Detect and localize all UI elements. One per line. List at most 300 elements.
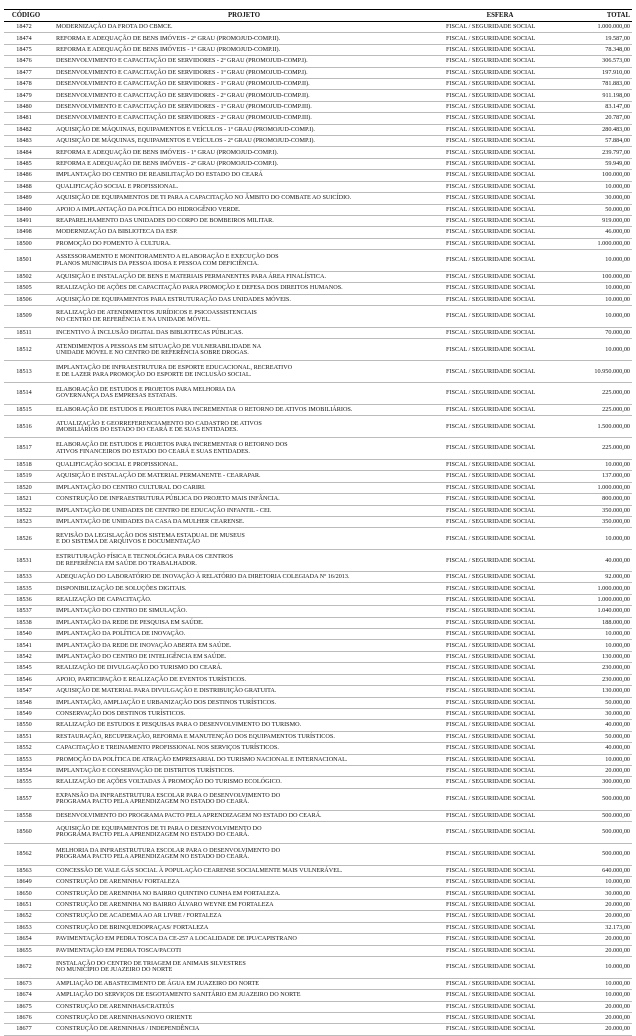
header-projeto: PROJETO [48, 10, 440, 22]
cell-codigo: 18472 [4, 22, 48, 33]
table-row [4, 136, 632, 147]
cell-total: 300.000,00 [560, 777, 632, 788]
table-row [4, 181, 632, 192]
cell-projeto: DESENVOLVIMENTO E CAPACITAÇÃO DE SERVIDORES - 1º GRAU (PROMOJUD-COMP.II). [48, 79, 440, 90]
cell-esfera: FISCAL / SEGURIDADE SOCIAL [440, 731, 560, 742]
cell-total: 1.000.000,00 [560, 482, 632, 493]
cell-total: 30.000,00 [560, 193, 632, 204]
cell-codigo: 18482 [4, 124, 48, 135]
cell-projeto: REFORMA E ADEQUAÇÃO DE BENS IMÓVEIS - 2º GRAU (PROMOJUD-COMP.II). [48, 33, 440, 44]
cell-projeto: IMPLANTAÇÃO DA REDE DE INOVAÇÃO ABERTA EM SAÚDE. [48, 640, 440, 651]
cell-projeto: AQUISIÇÃO DE MÁQUINAS, EQUIPAMENTOS E VEÍCULOS - 2º GRAU (PROMOJUD-COMP.I). [48, 136, 440, 147]
table-row [4, 1024, 632, 1035]
table-row [4, 22, 632, 33]
cell-esfera: FISCAL / SEGURIDADE SOCIAL [440, 306, 560, 328]
cell-total: 10.000,00 [560, 181, 632, 192]
cell-projeto: REALIZAÇÃO DE AÇÕES VOLTADAS À PROMOÇÃO DO TURISMO ECOLÓGICO. [48, 777, 440, 788]
cell-projeto: REFORMA E ADEQUAÇÃO DE BENS IMÓVEIS - 2º GRAU (PROMOJUD-COMP.I). [48, 158, 440, 169]
cell-projeto: PROMOÇÃO DO FOMENTO À CULTURA. [48, 238, 440, 249]
cell-total: 20.000,00 [560, 1001, 632, 1012]
cell-projeto: CONSTRUÇÃO DE ARENINHA NO BAIRRO QUINTINO CUNHA EM FORTALEZA. [48, 888, 440, 899]
cell-projeto: MODERNIZAÇÃO DA FROTA DO CBMCE. [48, 22, 440, 33]
cell-codigo: 18649 [4, 877, 48, 888]
cell-total: 1.000.000,00 [560, 583, 632, 594]
cell-projeto: AQUISIÇÃO DE MÁQUINAS, EQUIPAMENTOS E VEÍCULOS - 1º GRAU (PROMOJUD-COMP.I). [48, 124, 440, 135]
table-row [4, 899, 632, 910]
cell-projeto: IMPLANTAÇÃO E CONSERVAÇÃO DE DISTRITOS TURÍSTICOS. [48, 765, 440, 776]
cell-codigo: 18485 [4, 158, 48, 169]
table-row [4, 1012, 632, 1023]
cell-total: 20.000,00 [560, 911, 632, 922]
cell-esfera: FISCAL / SEGURIDADE SOCIAL [440, 494, 560, 505]
cell-esfera: FISCAL / SEGURIDADE SOCIAL [440, 865, 560, 876]
cell-codigo: 18560 [4, 822, 48, 844]
cell-total: 10.000,00 [560, 640, 632, 651]
cell-total: 40.000,00 [560, 743, 632, 754]
cell-projeto: MELHORIA DA INFRAESTRUTURA ESCOLAR PARA O DESENVOLVIMENTO DO PROGRAMA PACTO PELA APRENDIZAGEM NO ESTADO DO CEARÁ. [48, 843, 440, 865]
cell-codigo: 18533 [4, 572, 48, 583]
cell-esfera: FISCAL / SEGURIDADE SOCIAL [440, 528, 560, 550]
table-row [4, 505, 632, 516]
cell-codigo: 18481 [4, 113, 48, 124]
cell-esfera: FISCAL / SEGURIDADE SOCIAL [440, 22, 560, 33]
cell-projeto: CONSTRUÇÃO DE ARENINHA NO BAIRRO ÁLVARO WEYNE EM FORTALEZA [48, 899, 440, 910]
cell-esfera: FISCAL / SEGURIDADE SOCIAL [440, 79, 560, 90]
cell-total: 800.000,00 [560, 494, 632, 505]
cell-projeto: REAPARELHAMENTO DAS UNIDADES DO CORPO DE BOMBEIROS MILITAR. [48, 215, 440, 226]
cell-total: 197.910,00 [560, 67, 632, 78]
cell-projeto: CONSTRUÇÃO DE ARENINHAS/CRATEÚS [48, 1001, 440, 1012]
cell-esfera: FISCAL / SEGURIDADE SOCIAL [440, 629, 560, 640]
cell-projeto: AMPLIAÇÃO DO SERVIÇOS DE ESGOTAMENTO SANITÁRIO EM JUAZEIRO DO NORTE [48, 990, 440, 1001]
cell-esfera: FISCAL / SEGURIDADE SOCIAL [440, 583, 560, 594]
cell-codigo: 18476 [4, 56, 48, 67]
cell-projeto: REALIZAÇÃO DE AÇÕES DE CAPACITAÇÃO PARA PROMOÇÃO E DEFESA DOS DIREITOS HUMANOS. [48, 283, 440, 294]
cell-projeto: REALIZAÇÃO DE DIVULGAÇÃO DO TURISMO DO CEARÁ. [48, 663, 440, 674]
cell-projeto: AQUISIÇÃO E INSTALAÇÃO DE BENS E MATERIAIS PERMANENTES PARA ÁREA FINALÍSTICA. [48, 271, 440, 282]
cell-projeto: IMPLANTAÇÃO DA REDE DE PESQUISA EM SAÚDE. [48, 617, 440, 628]
cell-esfera: FISCAL / SEGURIDADE SOCIAL [440, 516, 560, 527]
table-row [4, 383, 632, 405]
cell-projeto: IMPLANTAÇÃO DO CENTRO DE SIMULAÇÃO. [48, 606, 440, 617]
table-header-row [4, 10, 632, 22]
cell-esfera: FISCAL / SEGURIDADE SOCIAL [440, 788, 560, 810]
cell-total: 46.000,00 [560, 227, 632, 238]
cell-codigo: 18475 [4, 44, 48, 55]
table-row [4, 572, 632, 583]
table-row [4, 720, 632, 731]
cell-codigo: 18672 [4, 956, 48, 978]
cell-total: 1.000.000,00 [560, 238, 632, 249]
cell-total: 70.000,00 [560, 328, 632, 339]
cell-codigo: 18558 [4, 810, 48, 821]
cell-projeto: CONSTRUÇÃO DE INFRAESTRUTURA PÚBLICA DO PROJETO MAIS INFÂNCIA. [48, 494, 440, 505]
cell-projeto: REALIZAÇÃO DE ESTUDOS E PESQUISAS PARA O DESENVOLVIMENTO DO TURISMO. [48, 720, 440, 731]
cell-codigo: 18677 [4, 1024, 48, 1035]
cell-esfera: FISCAL / SEGURIDADE SOCIAL [440, 193, 560, 204]
cell-total: 640.000,00 [560, 865, 632, 876]
cell-esfera: FISCAL / SEGURIDADE SOCIAL [440, 328, 560, 339]
cell-total: 20.787,00 [560, 113, 632, 124]
cell-total: 306.573,00 [560, 56, 632, 67]
table-row [4, 956, 632, 978]
table-row [4, 306, 632, 328]
table-row [4, 945, 632, 956]
table-row [4, 822, 632, 844]
cell-projeto: REFORMA E ADEQUAÇÃO DE BENS IMÓVEIS - 1º GRAU (PROMOJUD-COMP.I). [48, 147, 440, 158]
cell-esfera: FISCAL / SEGURIDADE SOCIAL [440, 90, 560, 101]
cell-codigo: 18535 [4, 583, 48, 594]
table-row [4, 361, 632, 383]
cell-projeto: QUALIFICAÇÃO SOCIAL E PROFISSIONAL. [48, 181, 440, 192]
table-row [4, 101, 632, 112]
cell-total: 10.000,00 [560, 250, 632, 272]
cell-projeto: PAVIMENTAÇÃO EM PEDRA TOSCA DA CE-257 A LOCALIDADE DE IPU/CAPISTRANO [48, 934, 440, 945]
cell-total: 919.000,00 [560, 215, 632, 226]
cell-esfera: FISCAL / SEGURIDADE SOCIAL [440, 67, 560, 78]
table-row [4, 170, 632, 181]
cell-projeto: ESTRUTURAÇÃO FÍSICA E TECNOLÓGICA PARA OS CENTROS DE REFERÊNCIA EM SAÚDE DO TRABALHADOR. [48, 550, 440, 572]
cell-projeto: INSTALAÇÃO DO CENTRO DE TRIAGEM DE ANIMAIS SILVESTRES NO MUNICÍPIO DE JUAZEIRO DO NORTE [48, 956, 440, 978]
cell-codigo: 18652 [4, 911, 48, 922]
cell-projeto: MODERNIZAÇÃO DA BIBLIOTECA DA ESP. [48, 227, 440, 238]
cell-esfera: FISCAL / SEGURIDADE SOCIAL [440, 158, 560, 169]
table-row [4, 765, 632, 776]
cell-total: 10.000,00 [560, 754, 632, 765]
cell-projeto: DESENVOLVIMENTO E CAPACITAÇÃO DE SERVIDORES - 2º GRAU (PROMOJUD-COMP.I). [48, 56, 440, 67]
cell-esfera: FISCAL / SEGURIDADE SOCIAL [440, 44, 560, 55]
cell-total: 10.950.000,00 [560, 361, 632, 383]
table-row [4, 877, 632, 888]
cell-total: 225.000,00 [560, 383, 632, 405]
cell-total: 50.000,00 [560, 204, 632, 215]
cell-esfera: FISCAL / SEGURIDADE SOCIAL [440, 56, 560, 67]
cell-codigo: 18538 [4, 617, 48, 628]
cell-total: 20.000,00 [560, 899, 632, 910]
cell-codigo: 18551 [4, 731, 48, 742]
table-row [4, 788, 632, 810]
cell-esfera: FISCAL / SEGURIDADE SOCIAL [440, 124, 560, 135]
cell-total: 225.000,00 [560, 404, 632, 415]
table-row [4, 865, 632, 876]
cell-esfera: FISCAL / SEGURIDADE SOCIAL [440, 765, 560, 776]
cell-total: 230.000,00 [560, 674, 632, 685]
cell-projeto: ELABORAÇÃO DE ESTUDOS E PROJETOS PARA MELHORIA DA GOVERNANÇA DAS EMPRESAS ESTATAIS. [48, 383, 440, 405]
cell-projeto: IMPLANTAÇÃO, AMPLIAÇÃO E URBANIZAÇÃO DOS DESTINOS TURÍSTICOS. [48, 697, 440, 708]
cell-esfera: FISCAL / SEGURIDADE SOCIAL [440, 438, 560, 460]
cell-esfera: FISCAL / SEGURIDADE SOCIAL [440, 471, 560, 482]
cell-projeto: DESENVOLVIMENTO E CAPACITAÇÃO DE SERVIDORES - 2º GRAU (PROMOJUD-COMP.II). [48, 90, 440, 101]
cell-esfera: FISCAL / SEGURIDADE SOCIAL [440, 404, 560, 415]
cell-codigo: 18546 [4, 674, 48, 685]
cell-total: 500.000,00 [560, 788, 632, 810]
cell-codigo: 18549 [4, 708, 48, 719]
cell-esfera: FISCAL / SEGURIDADE SOCIAL [440, 697, 560, 708]
cell-esfera: FISCAL / SEGURIDADE SOCIAL [440, 250, 560, 272]
cell-total: 10.000,00 [560, 629, 632, 640]
cell-total: 10.000,00 [560, 956, 632, 978]
cell-projeto: AMPLIAÇÃO DE ABASTECIMENTO DE ÁGUA EM JUAZEIRO DO NORTE [48, 978, 440, 989]
cell-esfera: FISCAL / SEGURIDADE SOCIAL [440, 899, 560, 910]
cell-total: 10.000,00 [560, 294, 632, 305]
cell-total: 10.000,00 [560, 339, 632, 361]
cell-codigo: 18488 [4, 181, 48, 192]
cell-projeto: ASSESSORAMENTO E MONITORAMENTO A ELABORAÇÃO E EXECUÇÃO DOS PLANOS MUNICIPAIS DA PESSOA IDOSA E PESSOA COM DEFICIÊNCIA. [48, 250, 440, 272]
cell-esfera: FISCAL / SEGURIDADE SOCIAL [440, 617, 560, 628]
cell-esfera: FISCAL / SEGURIDADE SOCIAL [440, 147, 560, 158]
table-row [4, 911, 632, 922]
cell-total: 10.000,00 [560, 990, 632, 1001]
cell-codigo: 18650 [4, 888, 48, 899]
cell-esfera: FISCAL / SEGURIDADE SOCIAL [440, 572, 560, 583]
header-codigo: CÓDIGO [4, 10, 48, 22]
cell-total: 130.000,00 [560, 651, 632, 662]
cell-codigo: 18502 [4, 271, 48, 282]
table-row [4, 888, 632, 899]
table-row [4, 594, 632, 605]
cell-codigo: 18514 [4, 383, 48, 405]
cell-esfera: FISCAL / SEGURIDADE SOCIAL [440, 361, 560, 383]
table-row [4, 113, 632, 124]
table-row [4, 617, 632, 628]
cell-esfera: FISCAL / SEGURIDADE SOCIAL [440, 238, 560, 249]
cell-esfera: FISCAL / SEGURIDADE SOCIAL [440, 204, 560, 215]
table-row [4, 922, 632, 933]
cell-codigo: 18498 [4, 227, 48, 238]
table-row [4, 294, 632, 305]
cell-codigo: 18509 [4, 306, 48, 328]
cell-total: 50.000,00 [560, 697, 632, 708]
cell-codigo: 18500 [4, 238, 48, 249]
cell-codigo: 18676 [4, 1012, 48, 1023]
cell-codigo: 18655 [4, 945, 48, 956]
cell-total: 239.797,00 [560, 147, 632, 158]
cell-projeto: PAVIMENTAÇÃO EM PEDRA TOSCA/PACOTI [48, 945, 440, 956]
cell-total: 500.000,00 [560, 810, 632, 821]
cell-total: 230.000,00 [560, 663, 632, 674]
table-row [4, 124, 632, 135]
cell-codigo: 18675 [4, 1001, 48, 1012]
cell-total: 188.000,00 [560, 617, 632, 628]
budget-table-page [4, 9, 632, 1036]
cell-total: 10.000,00 [560, 306, 632, 328]
cell-total: 20.000,00 [560, 1024, 632, 1035]
cell-codigo: 18474 [4, 33, 48, 44]
cell-projeto: CONSTRUÇÃO DE ARENINHAS/NOVO ORIENTE [48, 1012, 440, 1023]
cell-codigo: 18515 [4, 404, 48, 415]
cell-codigo: 18562 [4, 843, 48, 865]
cell-esfera: FISCAL / SEGURIDADE SOCIAL [440, 888, 560, 899]
cell-esfera: FISCAL / SEGURIDADE SOCIAL [440, 651, 560, 662]
cell-esfera: FISCAL / SEGURIDADE SOCIAL [440, 663, 560, 674]
cell-esfera: FISCAL / SEGURIDADE SOCIAL [440, 922, 560, 933]
table-row [4, 271, 632, 282]
cell-projeto: CONSTRUÇÃO DE BRINQUEDOPRAÇAS/ FORTALEZA [48, 922, 440, 933]
cell-projeto: IMPLANTAÇÃO DA POLÍTICA DE INOVAÇÃO. [48, 629, 440, 640]
cell-total: 137.000,00 [560, 471, 632, 482]
cell-total: 83.147,00 [560, 101, 632, 112]
cell-projeto: REALIZAÇÃO DE CAPACITAÇÃO. [48, 594, 440, 605]
cell-codigo: 18531 [4, 550, 48, 572]
cell-codigo: 18517 [4, 438, 48, 460]
cell-projeto: ELABORAÇÃO DE ESTUDOS E PROJETOS PARA INCREMENTAR O RETORNO DE ATIVOS IMOBILIÁRIOS. [48, 404, 440, 415]
cell-projeto: INCENTIVO À INCLUSÃO DIGITAL DAS BIBLIOTECAS PÚBLICAS. [48, 328, 440, 339]
cell-esfera: FISCAL / SEGURIDADE SOCIAL [440, 416, 560, 438]
table-row [4, 44, 632, 55]
cell-codigo: 18506 [4, 294, 48, 305]
cell-codigo: 18491 [4, 215, 48, 226]
table-row [4, 147, 632, 158]
table-row [4, 550, 632, 572]
cell-codigo: 18479 [4, 90, 48, 101]
cell-total: 30.000,00 [560, 888, 632, 899]
cell-esfera: FISCAL / SEGURIDADE SOCIAL [440, 339, 560, 361]
cell-codigo: 18550 [4, 720, 48, 731]
table-row [4, 674, 632, 685]
cell-codigo: 18523 [4, 516, 48, 527]
table-row [4, 743, 632, 754]
cell-esfera: FISCAL / SEGURIDADE SOCIAL [440, 843, 560, 865]
cell-codigo: 18536 [4, 594, 48, 605]
cell-total: 1.000.000,00 [560, 22, 632, 33]
cell-projeto: IMPLANTAÇÃO DE UNIDADES DA CASA DA MULHER CEARENSE. [48, 516, 440, 527]
table-row [4, 516, 632, 527]
cell-esfera: FISCAL / SEGURIDADE SOCIAL [440, 743, 560, 754]
cell-total: 10.000,00 [560, 877, 632, 888]
cell-projeto: AQUISIÇÃO DE MATERIAL PARA DIVULGAÇÃO E DISTRIBUIÇÃO GRATUITA. [48, 686, 440, 697]
table-row [4, 810, 632, 821]
cell-esfera: FISCAL / SEGURIDADE SOCIAL [440, 810, 560, 821]
table-row [4, 56, 632, 67]
cell-codigo: 18486 [4, 170, 48, 181]
cell-codigo: 18548 [4, 697, 48, 708]
cell-esfera: FISCAL / SEGURIDADE SOCIAL [440, 101, 560, 112]
cell-projeto: APOIO A IMPLANTAÇÃO DA POLÍTICA DO HIDROGÊNIO VERDE. [48, 204, 440, 215]
cell-total: 100.000,00 [560, 170, 632, 181]
table-row [4, 471, 632, 482]
table-row [4, 629, 632, 640]
cell-projeto: QUALIFICAÇÃO SOCIAL E PROFISSIONAL. [48, 459, 440, 470]
cell-codigo: 18563 [4, 865, 48, 876]
cell-projeto: CONSERVAÇÃO DOS DESTINOS TURÍSTICOS. [48, 708, 440, 719]
cell-codigo: 18542 [4, 651, 48, 662]
cell-codigo: 18653 [4, 922, 48, 933]
table-row [4, 339, 632, 361]
cell-codigo: 18555 [4, 777, 48, 788]
table-row [4, 697, 632, 708]
table-row [4, 777, 632, 788]
table-row [4, 731, 632, 742]
table-row [4, 663, 632, 674]
budget-table [4, 9, 632, 1036]
cell-esfera: FISCAL / SEGURIDADE SOCIAL [440, 294, 560, 305]
cell-esfera: FISCAL / SEGURIDADE SOCIAL [440, 33, 560, 44]
cell-projeto: DESENVOLVIMENTO E CAPACITAÇÃO DE SERVIDORES - 1º GRAU (PROMOJUD-COMP.I). [48, 67, 440, 78]
cell-esfera: FISCAL / SEGURIDADE SOCIAL [440, 181, 560, 192]
cell-codigo: 18673 [4, 978, 48, 989]
cell-total: 32.173,00 [560, 922, 632, 933]
header-esfera: ESFERA [440, 10, 560, 22]
table-row [4, 606, 632, 617]
cell-codigo: 18489 [4, 193, 48, 204]
table-row [4, 328, 632, 339]
table-row [4, 215, 632, 226]
table-row [4, 934, 632, 945]
table-row [4, 640, 632, 651]
cell-esfera: FISCAL / SEGURIDADE SOCIAL [440, 822, 560, 844]
cell-codigo: 18519 [4, 471, 48, 482]
cell-esfera: FISCAL / SEGURIDADE SOCIAL [440, 978, 560, 989]
cell-projeto: ELABORAÇÃO DE ESTUDOS E PROJETOS PARA INCREMENTAR O RETORNO DOS ATIVOS FINANCEIROS DO ESTADO DO CEARÁ E SUAS ENTIDADES. [48, 438, 440, 460]
cell-total: 10.000,00 [560, 283, 632, 294]
table-row [4, 33, 632, 44]
cell-total: 59.949,00 [560, 158, 632, 169]
cell-codigo: 18513 [4, 361, 48, 383]
table-row [4, 459, 632, 470]
table-row [4, 708, 632, 719]
table-row [4, 651, 632, 662]
table-row [4, 583, 632, 594]
cell-esfera: FISCAL / SEGURIDADE SOCIAL [440, 1012, 560, 1023]
cell-codigo: 18545 [4, 663, 48, 674]
cell-total: 30.000,00 [560, 708, 632, 719]
cell-codigo: 18478 [4, 79, 48, 90]
table-row [4, 754, 632, 765]
cell-projeto: REALIZAÇÃO DE ATENDIMENTOS JURÍDICOS E PSICOASSISTENCIAIS NO CENTRO DE REFERÊNCIA E NA UNIDADE MÓVEL. [48, 306, 440, 328]
table-row [4, 204, 632, 215]
cell-codigo: 18554 [4, 765, 48, 776]
table-row [4, 416, 632, 438]
cell-esfera: FISCAL / SEGURIDADE SOCIAL [440, 482, 560, 493]
cell-total: 40.000,00 [560, 550, 632, 572]
cell-total: 1.000.000,00 [560, 594, 632, 605]
cell-projeto: DESENVOLVIMENTO DO PROGRAMA PACTO PELA APRENDIZAGEM NO ESTADO DO CEARÁ. [48, 810, 440, 821]
cell-codigo: 18501 [4, 250, 48, 272]
cell-total: 40.000,00 [560, 720, 632, 731]
cell-esfera: FISCAL / SEGURIDADE SOCIAL [440, 956, 560, 978]
table-row [4, 494, 632, 505]
table-row [4, 438, 632, 460]
header-total: TOTAL [560, 10, 632, 22]
cell-codigo: 18540 [4, 629, 48, 640]
cell-codigo: 18511 [4, 328, 48, 339]
cell-codigo: 18557 [4, 788, 48, 810]
cell-projeto: CONCESSÃO DE VALE GÁS SOCIAL À POPULAÇÃO CEARENSE SOCIALMENTE MAIS VULNERÁVEL. [48, 865, 440, 876]
table-row [4, 843, 632, 865]
cell-total: 20.000,00 [560, 765, 632, 776]
cell-total: 500.000,00 [560, 822, 632, 844]
table-row [4, 978, 632, 989]
cell-codigo: 18505 [4, 283, 48, 294]
cell-total: 92.000,00 [560, 572, 632, 583]
cell-projeto: PROMOÇÃO DA POLÍTICA DE ATRAÇÃO EMPRESARIAL DO TURISMO NACIONAL E INTERNACIONAL. [48, 754, 440, 765]
cell-esfera: FISCAL / SEGURIDADE SOCIAL [440, 136, 560, 147]
cell-esfera: FISCAL / SEGURIDADE SOCIAL [440, 990, 560, 1001]
cell-esfera: FISCAL / SEGURIDADE SOCIAL [440, 215, 560, 226]
cell-esfera: FISCAL / SEGURIDADE SOCIAL [440, 720, 560, 731]
cell-esfera: FISCAL / SEGURIDADE SOCIAL [440, 594, 560, 605]
cell-codigo: 18512 [4, 339, 48, 361]
table-row [4, 90, 632, 101]
cell-codigo: 18483 [4, 136, 48, 147]
cell-codigo: 18541 [4, 640, 48, 651]
table-row [4, 404, 632, 415]
cell-projeto: IMPLANTAÇÃO DO CENTRO DE REABILITAÇÃO DO ESTADO DO CEARÁ [48, 170, 440, 181]
cell-projeto: REFORMA E ADEQUAÇÃO DE BENS IMÓVEIS - 1º GRAU (PROMOJUD-COMP.II). [48, 44, 440, 55]
cell-projeto: CONSTRUÇÃO DE ACADEMIA AO AR LIVRE / FORTALEZA [48, 911, 440, 922]
cell-codigo: 18477 [4, 67, 48, 78]
cell-esfera: FISCAL / SEGURIDADE SOCIAL [440, 777, 560, 788]
